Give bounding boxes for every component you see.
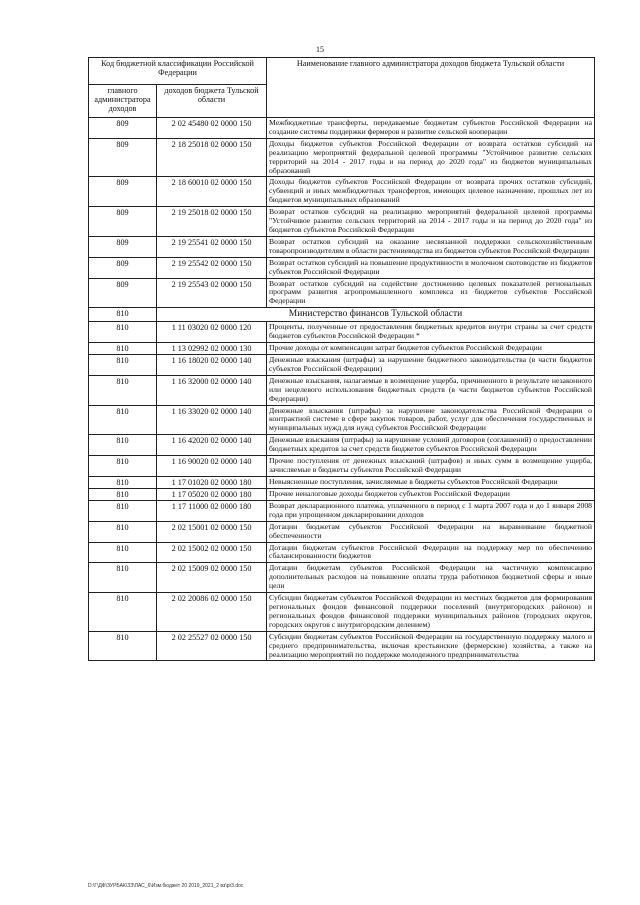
revenue-code-cell: 1 17 11000 02 0000 180	[157, 500, 267, 521]
revenue-code-cell: 2 02 15002 02 0000 150	[157, 542, 267, 563]
revenue-code-cell: 2 02 45480 02 0000 150	[157, 118, 267, 139]
admin-code-cell: 810	[89, 542, 157, 563]
admin-code-cell: 809	[89, 257, 157, 278]
revenue-code-cell: 2 19 25542 02 0000 150	[157, 257, 267, 278]
revenue-code-cell: 1 17 01020 02 0000 180	[157, 476, 267, 488]
table-row	[89, 257, 595, 278]
revenue-code-cell: 2 02 20086 02 0000 150	[157, 593, 267, 632]
revenue-code-cell: 1 16 32000 02 0000 140	[157, 375, 267, 405]
revenue-code-cell: 2 18 60010 02 0000 150	[157, 177, 267, 207]
revenue-code-cell: 2 02 15009 02 0000 150	[157, 563, 267, 593]
revenue-name-cell: Прочие неналоговые доходы бюджетов субъектов Российской Федерации	[267, 488, 595, 500]
table-row	[89, 207, 595, 237]
table-row	[89, 375, 595, 405]
page-number: 15	[316, 45, 324, 54]
revenue-name-cell: Денежные взыскания (штрафы) за нарушение бюджетного законодательства (в части бюджетов субъектов Российской Федерации)	[267, 355, 595, 376]
table-row	[89, 488, 595, 500]
revenue-name-cell: Возврат остатков субсидий на содействие достижению целевых показателей региональных программ развития агропромышленного комплекса из бюджетов субъектов Российской Федерации	[267, 278, 595, 308]
table-row	[89, 236, 595, 257]
revenue-code-cell: 1 16 42020 02 0000 140	[157, 435, 267, 456]
revenue-name-cell: Прочие доходы от компенсации затрат бюджетов субъектов Российской Федерации	[267, 343, 595, 355]
section-row	[89, 308, 595, 322]
admin-code-cell: 810	[89, 521, 157, 542]
admin-code-cell: 810	[89, 476, 157, 488]
table-row	[89, 435, 595, 456]
revenue-name-cell: Возврат остатков субсидий на реализацию мероприятий федеральной целевой программы "Устойчивое развитие сельских территорий на 2014 - 2017 годы и на период до 2020 года" из бюджетов субъектов Российской Федерации	[267, 207, 595, 237]
admin-code-cell: 809	[89, 138, 157, 177]
revenue-code-cell: 1 17 05020 02 0000 180	[157, 488, 267, 500]
revenue-name-cell: Доходы бюджетов субъектов Российской Федерации от возврата прочих остатков субсидий, субвенций и иных межбюджетных трансфертов, имеющих целевое назначение, прошлых лет из бюджетов муниципальных образований	[267, 177, 595, 207]
revenue-name-cell: Дотации бюджетам субъектов Российской Федерации на выравнивание бюджетной обеспеченности	[267, 521, 595, 542]
admin-code-cell: 810	[89, 488, 157, 500]
admin-code-cell: 810	[89, 343, 157, 355]
revenue-code-cell: 2 02 25527 02 0000 150	[157, 631, 267, 661]
admin-code-cell: 810	[89, 405, 157, 435]
admin-code-cell: 809	[89, 278, 157, 308]
admin-code-cell: 809	[89, 177, 157, 207]
table-row	[89, 138, 595, 177]
admin-code-cell: 810	[89, 563, 157, 593]
table-row	[89, 405, 595, 435]
revenue-name-cell: Дотации бюджетам субъектов Российской Федерации на поддержку мер по обеспечению сбалансированности бюджетов	[267, 542, 595, 563]
budget-classification-table	[88, 57, 595, 661]
revenue-code-cell: 2 19 25541 02 0000 150	[157, 236, 267, 257]
revenue-code-cell: 1 13 02992 02 0000 130	[157, 343, 267, 355]
table-row	[89, 631, 595, 661]
revenue-code-cell: 1 16 18020 02 0000 140	[157, 355, 267, 376]
revenue-code-cell: 1 16 33020 02 0000 140	[157, 405, 267, 435]
table-row	[89, 521, 595, 542]
table-body	[89, 118, 595, 661]
table-row	[89, 563, 595, 593]
table-row	[89, 476, 595, 488]
revenue-name-cell: Денежные взыскания (штрафы) за нарушение условий договоров (соглашений) о предоставлении бюджетных кредитов за счет средств бюджетов субъектов Российской Федерации	[267, 435, 595, 456]
admin-code-cell: 810	[89, 593, 157, 632]
revenue-code-cell: 1 16 90020 02 0000 140	[157, 456, 267, 477]
admin-code-cell: 810	[89, 500, 157, 521]
header-admin: главного администратора доходов	[89, 85, 157, 118]
revenue-code-cell: 2 18 25018 02 0000 150	[157, 138, 267, 177]
admin-code-cell: 809	[89, 236, 157, 257]
table-row	[89, 593, 595, 632]
revenue-name-cell: Субсидии бюджетам субъектов Российской Федерации из местных бюджетов для формирования региональных фондов финансовой поддержки поселений (внутригородских районов) и региональных фондов финансовой поддержки муниципальных районов (городских округов, городских округов с внутригородским делением)	[267, 593, 595, 632]
table-row	[89, 355, 595, 376]
section-title-cell: Министерство финансов Тульской области	[157, 308, 595, 322]
table-row	[89, 118, 595, 139]
admin-code-cell: 810	[89, 322, 157, 343]
revenue-name-cell: Денежные взыскания, налагаемые в возмещение ущерба, причиненного в результате незаконного или нецелевого использования бюджетных средств (в части бюджетов субъектов Российской Федерации)	[267, 375, 595, 405]
header-revenue: доходов бюджета Тульской области	[157, 85, 267, 118]
revenue-code-cell: 1 11 03020 02 0000 120	[157, 322, 267, 343]
admin-code-cell: 810	[89, 355, 157, 376]
revenue-name-cell: Возврат декларационного платежа, уплаченного в период с 1 марта 2007 года и до 1 января 2008 года при упрощенном декларировании доходов	[267, 500, 595, 521]
footer-file-path: D:\Г\ДФ\ЗУРБАК\ЗЗ\ЛАС_6\Изм.бюджет 20 2019_2021_2 вз\pr3.doc	[88, 883, 244, 889]
table-row	[89, 343, 595, 355]
revenue-name-cell: Возврат остатков субсидий на оказание несвязанной поддержки сельскохозяйственным товаропроизводителям в области растениеводства из бюджетов субъектов Российской Федерации	[267, 236, 595, 257]
table-row	[89, 322, 595, 343]
admin-code-cell: 810	[89, 375, 157, 405]
header-name: Наименование главного администратора доходов бюджета Тульской области	[267, 58, 595, 118]
table-row	[89, 177, 595, 207]
revenue-name-cell: Субсидии бюджетам субъектов Российской Федерации на государственную поддержку малого и среднего предпринимательства, включая крестьянские (фермерские) хозяйства, а также на реализацию мероприятий по поддержке молодежного предпринимательства	[267, 631, 595, 661]
revenue-name-cell: Межбюджетные трансферты, передаваемые бюджетам субъектов Российской Федерации на создание системы поддержки фермеров и развитие сельской кооперации	[267, 118, 595, 139]
revenue-name-cell: Прочие поступления от денежных взысканий (штрафов) и иных сумм в возмещение ущерба, зачисляемые в бюджеты субъектов Российской Федерации	[267, 456, 595, 477]
revenue-name-cell: Невыясненные поступления, зачисляемые в бюджеты субъектов Российской Федерации	[267, 476, 595, 488]
revenue-name-cell: Проценты, полученные от предоставления бюджетных кредитов внутри страны за счет средств бюджетов субъектов Российской Федерации *	[267, 322, 595, 343]
admin-code-cell: 810	[89, 435, 157, 456]
revenue-name-cell: Возврат остатков субсидий на повышение продуктивности в молочном скотоводстве из бюджетов субъектов Российской Федерации	[267, 257, 595, 278]
revenue-name-cell: Денежные взыскания (штрафы) за нарушение законодательства Российской Федерации о контрактной системе в сфере закупок товаров, работ, услуг для обеспечения государственных и муниципальных нужд для нужд субъектов Российской Федерации	[267, 405, 595, 435]
revenue-code-cell: 2 19 25018 02 0000 150	[157, 207, 267, 237]
admin-code-cell: 810	[89, 456, 157, 477]
table-row	[89, 542, 595, 563]
admin-code-cell: 809	[89, 207, 157, 237]
revenue-code-cell: 2 02 15001 02 0000 150	[157, 521, 267, 542]
table-row	[89, 278, 595, 308]
admin-code-cell: 810	[89, 631, 157, 661]
table-row	[89, 500, 595, 521]
table-row	[89, 456, 595, 477]
revenue-name-cell: Дотации бюджетам субъектов Российской Федерации на частичную компенсацию дополнительных расходов на повышение оплаты труда работников бюджетной сферы и иные цели	[267, 563, 595, 593]
revenue-code-cell: 2 19 25543 02 0000 150	[157, 278, 267, 308]
admin-code-cell: 810	[89, 308, 157, 322]
revenue-name-cell: Доходы бюджетов субъектов Российской Федерации от возврата остатков субсидий на реализацию мероприятий федеральной целевой программы "Устойчивое развитие сельских территорий на 2014 - 2017 годы и на период до 2020 года" из бюджетов муниципальных образований	[267, 138, 595, 177]
header-code-group: Код бюджетной классификации Российской Федерации	[89, 58, 267, 85]
admin-code-cell: 809	[89, 118, 157, 139]
